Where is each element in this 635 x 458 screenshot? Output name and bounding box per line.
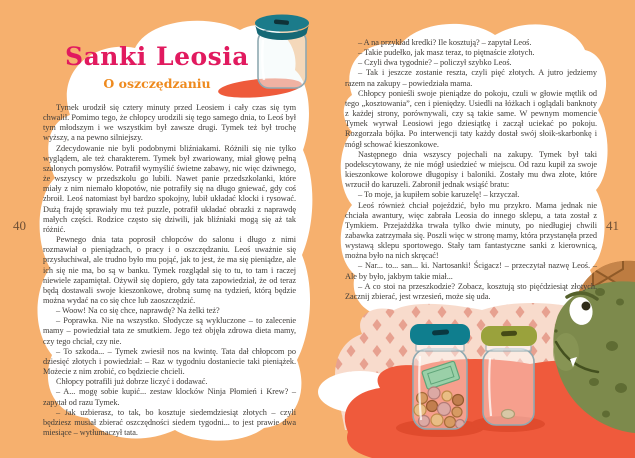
story-paragraph: Tymek urodził się cztery minuty przed Leosiem i cały czas się tym chwalił. Pomimo tego, że chłopcy urodzili się tego samego dnia, to Leoś był tym młodszym i we wszystkim był zawsze drugi. Tymek też był trochę wyższy, a na pewno silniejszy.	[43, 103, 296, 143]
story-paragraph: Chłopcy ponieśli swoje pieniądze do pokoju, czuli w głowie mętlik od tego „kosztowania”, cen i pieniędzy. Usiedli na łóżkach i oglądali banknoty z każdej strony, porównywali, czy są takie same. W pewnym momencie Tymek wyrwał Leosiowi jego dziesiątkę i zaczął uciekać po pokoju. Rozgorzała bójka. Po interwencji taty każdy dostał swój słoik-skarbonkę i mógł schować kieszonkowe.	[345, 88, 597, 149]
story-subtitle: O oszczędzaniu	[103, 76, 211, 91]
full-coins-jar-icon	[410, 324, 470, 429]
story-paragraph: – Poprawka. Nie na wszystko. Słodycze są wykluczone – to zalecenie mamy – powiedział tata ze smutkiem. Jego też objęła zdrowa dieta mamy, czy tego chciał, czy nie.	[43, 316, 296, 346]
story-paragraph: Następnego dnia wszyscy pojechali na zakupy. Tymek był taki podekscytowany, że nie mógł usiedzieć w miejscu. Od razu kupił za swoje kieszonkowe kolorowe długopisy i baloniki. Zostały mu dwa złote, które wrzucił do karuzeli. Zabronił jednak wsiąść bratu:	[345, 149, 597, 190]
story-paragraph: – To moje, ja kupiłem sobie karuzelę! – krzyczał.	[358, 190, 520, 200]
story-paragraph: Leoś również chciał pojeździć, było mu przykro. Mama jednak nie chciała awantury, więc zabrała Leosia do innego sklepu, a tata został z Tymkiem. Przejażdżka trwała tylko dwie minuty, po niedługiej chwili zabawka zatrzymała się. Poszli więc w stronę mamy, która przystanęła przed wystawą sklepu sportowego. Stały tam fantastyczne sanki z kierownicą, można było na nich skręcać!	[345, 200, 597, 261]
page-number-right: 41	[606, 218, 619, 233]
page-number-left: 40	[13, 218, 26, 233]
near-empty-jar-icon	[481, 326, 537, 425]
story-title: Sanki Leosia	[65, 42, 249, 71]
story-paragraph: Zdecydowanie nie byli podobnymi bliźniakami. Różnili się nie tylko wyglądem, ale też charakterem. Tymek był zwariowany, miał głowę pełną szalonych pomysłów. Potrafił wymyślić świetne zabawy, nic więc dziwnego, że wszyscy w przedszkolu go lubili. Nawet panie przedszkolanki, które miały z nim niemało kłopotów, nie potrafiły się na długo gniewać, gdy coś zbroił. Leoś natomiast był bardzo spokojny, lubił układać klocki i rysować. Dużą frajdę sprawiały mu też puzzle, potrafił układać obrazki z naprawdę małych części. Rodzice często się dziwili, jak bliźniaki mogą się aż tak różnić.	[43, 143, 296, 234]
story-paragraph: – Jak uzbierasz, to tak, bo kosztuje siedemdziesiąt złotych – czyli będziesz musiał zbierać oszczędności siedem tygodni... to jest prawie dwa miesiące – wytłumaczył tata.	[43, 407, 296, 437]
left-page-text	[43, 103, 296, 438]
story-paragraph: – Woow! Na co się chce, naprawdę? Na żelki też?	[56, 306, 220, 316]
story-paragraph: – Tak i jeszcze zostanie reszta, czyli pięć złotych. A jutro jedziemy razem na zakupy – powiedziała mama.	[345, 68, 597, 88]
story-paragraph: Chłopcy potrafili już dobrze liczyć i dodawać.	[56, 377, 208, 387]
story-paragraph: Pewnego dnia tata poprosił chłopców do salonu i długo z nimi rozmawiał o pieniądzach, o pracy i o oszczędzaniu. Leoś uważnie się przysłuchiwał, ale trudno było mu pojąć, jak to jest, że ma się pieniądze, ale ich się nie ma, bo są w banku. Tymek rozglądał się to tu, to tam i raczej niewiele zapamiętał. Ożywił się dopiero, gdy tata zapowiedział, że od teraz będą dostawali swoje kieszonkowe, drobną sumę na tydzień, którą będzie można wydać na co się chce lub zaoszczędzić.	[43, 235, 296, 305]
story-paragraph: – A na przykład kredki? Ile kosztują? – zapytał Leoś.	[358, 38, 532, 47]
story-paragraph: – Nar... to... san... ki. Nartosanki! Ścigacz! – przeczytał nazwę Leoś. – Ale by było, jakbym takie miał...	[345, 261, 597, 281]
story-paragraph: – Takie pudełko, jak masz teraz, to piętnaście złotych.	[358, 48, 535, 58]
story-paragraph: – To szkoda... – Tymek zwiesił nos na kwintę. Tata dał chłopcom po dziesięć złotych i powiedział: – Raz w tygodniu dostaniecie taki pieniążek. Możecie z nim zrobić, co będziecie chcieli.	[43, 346, 296, 377]
story-paragraph: – A... mogę sobie kupić... zestaw klocków Ninja Płomień i Krew? – zapytał od razu Tymek.	[43, 387, 296, 407]
right-page-text	[345, 38, 597, 302]
story-paragraph: – Czyli dwa tygodnie? – policzył szybko Leoś.	[358, 58, 512, 68]
story-paragraph: – A co stoi na przeszkodzie? Zobacz, kosztują sto pięćdziesiąt złotych. Zacznij zbierać, jest wrzesień, może się uda.	[345, 281, 597, 301]
